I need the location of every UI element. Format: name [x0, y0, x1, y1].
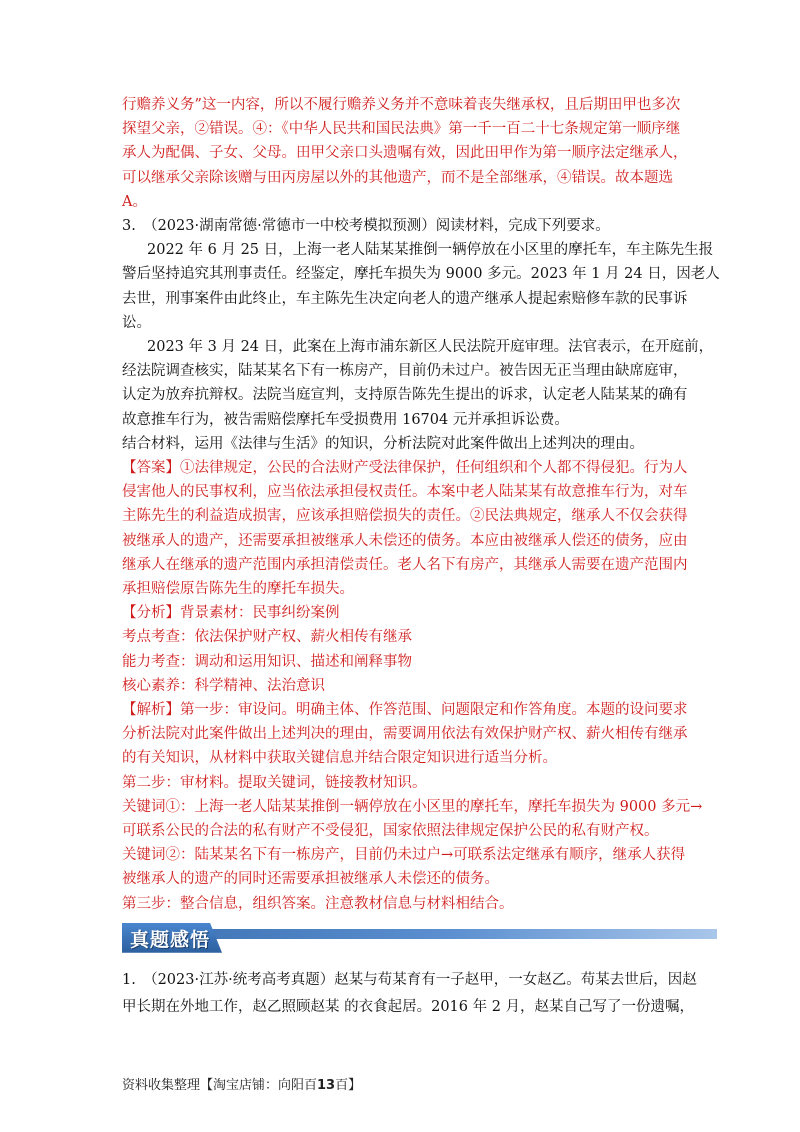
explanation-line: 关键词②：陆某某名下有一栋房产，目前仍未过户→可联系法定继承有顺序，继承人获得	[122, 847, 686, 864]
prev-answer-line: 承人为配偶、子女、父母。田甲父亲口头遗嘱有效，因此田甲作为第一顺序法定继承人，	[122, 145, 688, 162]
footer-text: 资料收集整理【淘宝店铺：向阳百	[122, 1078, 318, 1093]
material-para2-line: 2023 年 3 月 24 日，此案在上海市浦东新区人民法院开庭审理。法官表示，在开庭前，	[147, 339, 714, 355]
prev-answer-line: A。	[122, 193, 147, 210]
explanation-line: 被继承人的遗产的同时还需要承担被继承人未偿还的债务。	[122, 871, 499, 888]
explanation-line: 关键词①：上海一老人陆某某推倒一辆停放在小区里的摩托车，摩托车损失为 9000 多元→	[122, 798, 703, 815]
question-prompt: 结合材料，运用《法律与生活》的知识，分析法院对此案件做出上述判决的理由。	[122, 435, 644, 452]
material-para1-line: 去世，刑事案件由此终止，车主陈先生决定向老人的遗产继承人提起索赔修车款的民事诉	[122, 290, 688, 307]
answer-line: 【答案】①法律规定，公民的合法财产受法律保护，任何组织和个人都不得侵犯。行为人	[122, 460, 688, 476]
footer-text-end: 百】	[335, 1078, 362, 1093]
prev-answer-line: 行赡养义务”这一内容，所以不履行赡养义务并不意味着丧失继承权，且后期田甲也多次	[122, 97, 681, 113]
material-para2-line: 经法院调查核实，陆某某名下有一栋房产，目前仍未过户。被告因无正当理由缺席庭审，	[122, 363, 688, 380]
material-para1-line: 2022 年 6 月 25 日，上海一老人陆某某推倒一辆停放在小区里的摩托车，车主陈先生报	[147, 242, 714, 259]
footer	[122, 1074, 361, 1093]
analysis-line: 核心素养：科学精神、法治意识	[122, 677, 325, 694]
material-para2-line: 认定为放弃抗辩权。法院当庭宣判，支持原告陈先生提出的诉求，认定老人陆某某的确有	[122, 387, 688, 404]
prev-answer-line: 探望父亲，②错误。④：《中华人民共和国民法典》第一千一百二十七条规定第一顺序继	[122, 121, 681, 138]
explanation-line: 第三步：整合信息，组织答案。注意教材信息与材料相结合。	[122, 895, 514, 912]
explanation-line: 分析法院对此案件做出上述判决的理由，需要调用依法有效保护财产权、薪火相传有继承	[122, 726, 688, 743]
answer-line: 被继承人的遗产，还需要承担被继承人未偿还的债务。本应由被继承人偿还的债务，应由	[122, 532, 688, 549]
answer-line: 侵害他人的民事权利，应当依法承担侵权责任。本案中老人陆某某有故意推车行为，对车	[122, 484, 688, 501]
analysis-line: 能力考查：调动和运用知识、描述和阐释事物	[122, 653, 412, 670]
page-number: 13	[317, 1078, 336, 1093]
real-question-line: 1. （2023·江苏·统考高考真题）赵某与苟某育有一子赵甲，一女赵乙。苟某去世后，因赵	[122, 971, 697, 988]
question-3-header: 3. （2023·湖南常德·常德市一中校考模拟预测）阅读材料，完成下列要求。	[122, 218, 610, 234]
prev-answer-line: 可以继承父亲除该赠与田丙房屋以外的其他遗产，而不是全部继承，④错误。故本题选	[122, 169, 673, 186]
material-para1-line: 讼。	[122, 314, 151, 331]
section-banner	[122, 923, 717, 953]
material-para1-line: 警后坚持追究其刑事责任。经鉴定，摩托车损失为 9000 多元。2023 年 1 月 24 日，因老人	[122, 266, 720, 283]
explanation-line: 可联系公民的合法的私有财产不受侵犯，国家依照法律规定保护公民的私有财产权。	[122, 823, 659, 839]
answer-line: 继承人在继承的遗产范围内承担清偿责任。老人名下有房产，其继承人需要在遗产范围内	[122, 556, 688, 573]
real-question-line: 甲长期在外地工作，赵乙照顾赵某 的衣食起居。2016 年 2 月，赵某自己写了一份遗嘱，	[122, 999, 695, 1015]
material-para2-line: 故意推车行为，被告需赔偿摩托车受损费用 16704 元并承担诉讼费。	[122, 411, 569, 428]
analysis-line: 【分析】背景素材：民事纠纷案例	[122, 605, 340, 622]
analysis-line: 考点考查：依法保护财产权、薪火相传有继承	[122, 629, 412, 646]
explanation-line: 【解析】第一步：审设问。明确主体、作答范围、问题限定和作答角度。本题的设问要求	[122, 702, 688, 718]
answer-line: 承担赔偿原告陈先生的摩托车损失。	[122, 581, 354, 597]
section-title: 真题感悟	[130, 928, 211, 951]
explanation-line: 的有关知识，从材料中获取关键信息并结合限定知识进行适当分析。	[122, 750, 557, 767]
explanation-line: 第二步：审材料。提取关键词，链接教材知识。	[122, 774, 427, 791]
answer-line: 主陈先生的利益造成损害，应该承担赔偿损失的责任。②民法典规定，继承人不仅会获得	[122, 508, 688, 525]
